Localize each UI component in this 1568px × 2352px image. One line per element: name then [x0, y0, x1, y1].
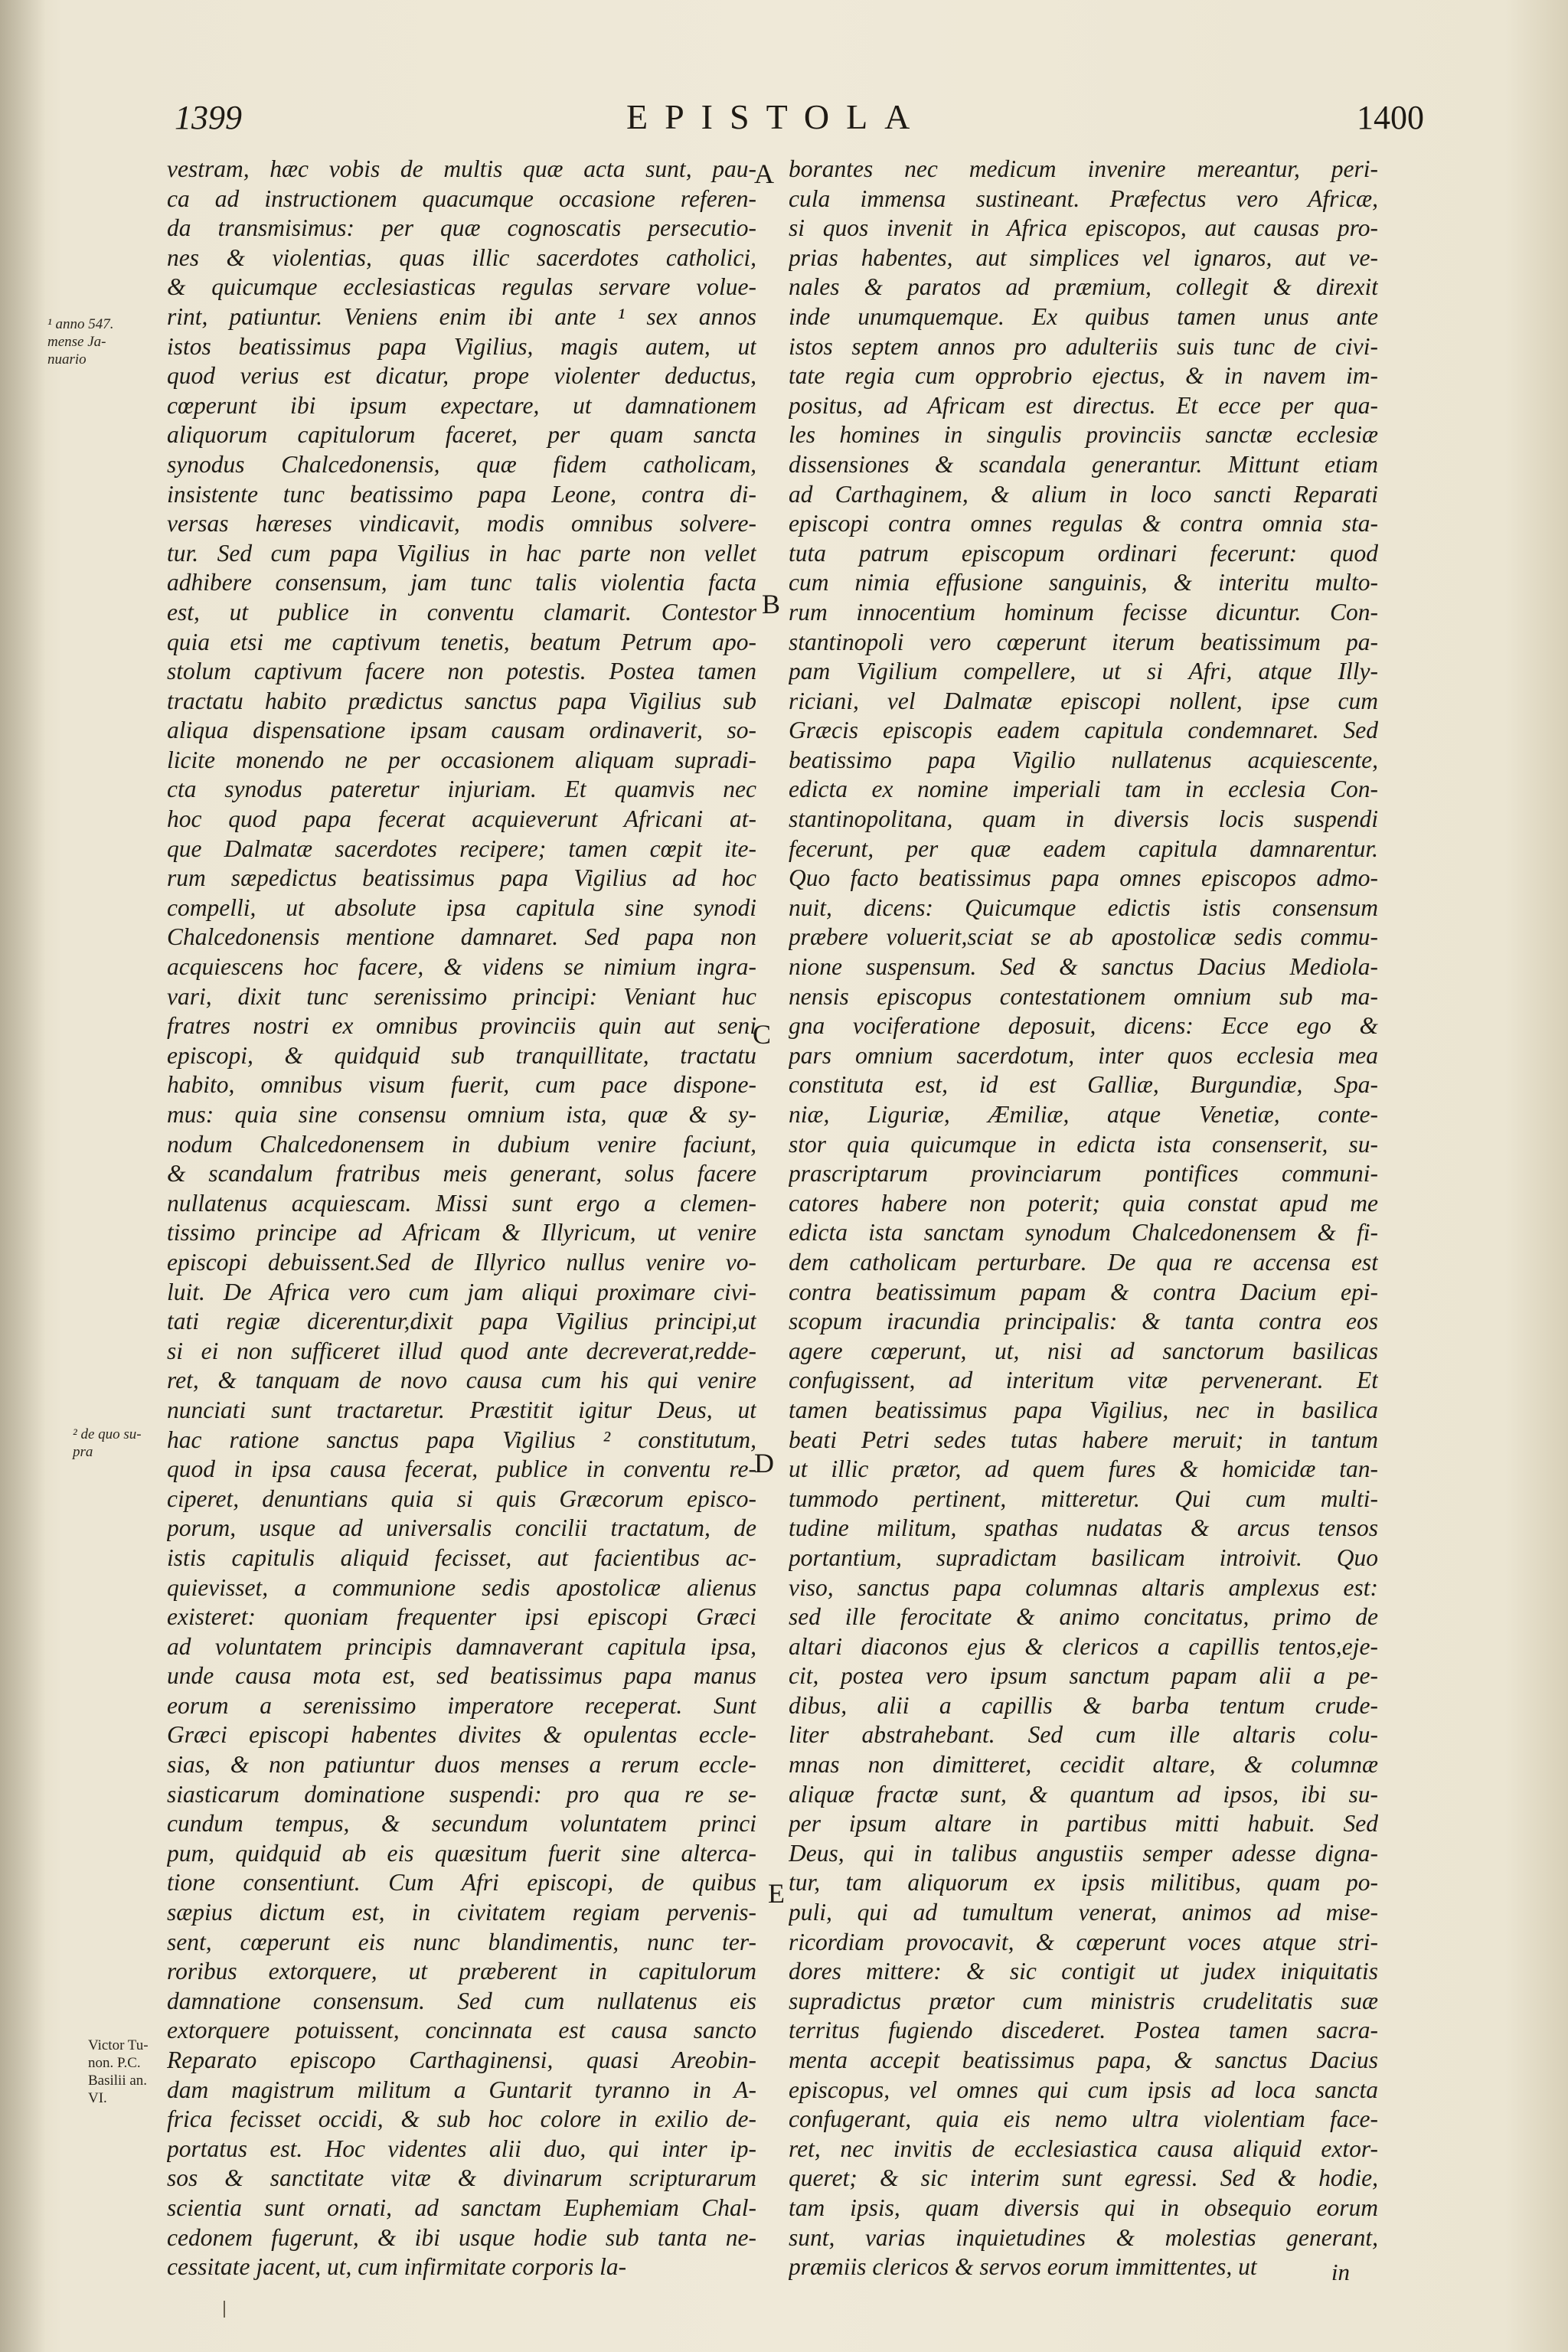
text-column-right: [789, 155, 1378, 2282]
text-line: habito, omnibus visum fuerit, cum pace dispone-: [167, 1071, 756, 1099]
text-line: aliquorum capitulorum faceret, per quam sancta: [167, 421, 756, 449]
text-line: Quo facto beatissimus papa omnes episcopos admo-: [789, 864, 1378, 892]
text-line: nodum Chalcedonensem in dubium venire faciunt,: [167, 1130, 756, 1158]
text-line: vestram, hæc vobis de multis quæ acta sunt, pau-: [167, 155, 756, 182]
text-line: rint, patiuntur. Veniens enim ibi ante ¹ sex annos: [167, 302, 756, 330]
text-line: territus fugiendo discederet. Postea tamen sacra-: [789, 2017, 1378, 2044]
text-line: liter abstrahebant. Sed cum ille altaris colu-: [789, 1721, 1378, 1749]
text-line: dissensiones & scandala generantur. Mittunt etiam: [789, 450, 1378, 478]
text-line: si quos invenit in Africa episcopos, aut causas pro-: [789, 214, 1378, 242]
text-line: insistente tunc beatissimo papa Leone, contra di-: [167, 480, 756, 508]
text-line: Deus, qui in talibus angustiis semper adesse digna-: [789, 1839, 1378, 1867]
text-line: adhibere consensum, jam tunc talis violentia facta: [167, 569, 756, 596]
text-line: nensis episcopus contestationem omnium sub ma-: [789, 982, 1378, 1010]
text-line: ret, nec invitis de ecclesiastica causa aliquid extor-: [789, 2135, 1378, 2162]
print-mark: [224, 2301, 225, 2318]
text-line: ut illic prætor, ad quem fures & homicidæ tan-: [789, 1455, 1378, 1483]
margin-note-line: nuario: [47, 351, 87, 368]
text-line: constituta est, id est Galliæ, Burgundiæ, Spa-: [789, 1071, 1378, 1099]
text-line: edicta ista sanctam synodum Chalcedonensem & fi-: [789, 1219, 1378, 1246]
text-line: & scandalum fratribus meis generant, solus facere: [167, 1160, 756, 1187]
section-letter-d: D: [754, 1448, 774, 1478]
text-line: istos septem annos pro adulteriis suis tunc de civi-: [789, 332, 1378, 360]
text-line: eorum a serenissimo imperatore receperat. Sunt: [167, 1691, 756, 1719]
text-line: acquiescens hoc facere, & videns se nimium ingra-: [167, 953, 756, 981]
text-line: contra beatissimum papam & contra Dacium epi-: [789, 1278, 1378, 1305]
catchword: in: [1331, 2259, 1350, 2285]
text-line: licite monendo ne per occasionem aliquam supradi-: [167, 746, 756, 773]
text-line: tudine militum, spathas nudatas & arcus tensos: [789, 1514, 1378, 1542]
text-line: edicta ex nomine imperiali tam in ecclesia Con-: [789, 776, 1378, 803]
text-line: positus, ad Africam est directus. Et ecce per qua-: [789, 391, 1378, 419]
text-line: & quicumque ecclesiasticas regulas servare volue-: [167, 273, 756, 301]
text-line: ciperet, denuntians quia si quis Græcorum episco-: [167, 1485, 756, 1512]
text-line: Chalcedonensis mentione damnaret. Sed papa non: [167, 923, 756, 951]
text-line: extorquere potuissent, concinnata est causa sancto: [167, 2017, 756, 2044]
text-column-left: [167, 155, 756, 2282]
text-line: aliquæ fractæ sunt, & quantum ad ipsos, ibi su-: [789, 1780, 1378, 1808]
text-line: cum nimia effusione sanguinis, & interitu multo-: [789, 569, 1378, 596]
text-line: dibus, alii a capillis & barba tentum crude-: [789, 1691, 1378, 1719]
text-line: tur, tam aliquorum ex ipsis militibus, quam po-: [789, 1869, 1378, 1896]
text-line: gna vociferatione deposuit, dicens: Ecce ego &: [789, 1012, 1378, 1040]
text-line: dem catholicam perturbare. De qua re accensa est: [789, 1248, 1378, 1276]
text-line: istis capitulis aliquid fecisset, aut facientibus ac-: [167, 1544, 756, 1571]
margin-note-line: ¹ anno 547.: [47, 316, 114, 332]
text-line: supradictus prætor cum ministris crudelitatis suæ: [789, 1987, 1378, 2014]
gutter-shadow: [0, 0, 46, 2352]
text-line: stor quia quicumque in edicta ista consenserit, su-: [789, 1130, 1378, 1158]
margin-note-line: pra: [73, 1444, 93, 1460]
margin-note-line: mense Ja-: [47, 334, 106, 350]
text-line: menta accepit beatissimus papa, & sanctus Dacius: [789, 2047, 1378, 2073]
text-line: confugerant, quia eis nemo ultra violentiam face-: [789, 2105, 1378, 2133]
text-line: Græcis episcopis eadem capitula condemnaret. Sed: [789, 717, 1378, 744]
text-line: riciani, vel Dalmatæ episcopi nollent, ipse cum: [789, 687, 1378, 714]
text-line: tam ipsis, quam diversis qui in obsequio eorum: [789, 2194, 1378, 2221]
text-line: ca ad instructionem quacumque occasione referen-: [167, 185, 756, 212]
text-line: synodus Chalcedonensis, quæ fidem catholicam,: [167, 450, 756, 478]
text-line: prias habentes, aut simplices vel ignaros, aut ve-: [789, 243, 1378, 271]
text-line: tissimo principe ad Africam & Illyricum, ut venire: [167, 1219, 756, 1246]
text-line: stantinopoli vero cœperunt iterum beatissimum pa-: [789, 628, 1378, 655]
text-line: existeret: quoniam frequenter ipsi episcopi Græci: [167, 1603, 756, 1631]
page-number-left: 1399: [175, 99, 242, 136]
text-line: Græci episcopi habentes divites & opulentas eccle-: [167, 1721, 756, 1749]
text-line: nullatenus acquiescam. Missi sunt ergo a clemen-: [167, 1189, 756, 1217]
text-line: nales & paratos ad præmium, collegit & direxit: [789, 273, 1378, 301]
text-line: tractatu habito prædictus sanctus papa Vigilius sub: [167, 687, 756, 714]
text-line: nuit, dicens: Quicumque edictis istis consensum: [789, 893, 1378, 921]
text-line: cundum tempus, & secundum voluntatem princi: [167, 1810, 756, 1838]
text-line: Reparato episcopo Carthaginensi, quasi Areobin-: [167, 2047, 756, 2073]
text-line: stolum captivum facere non potestis. Postea tamen: [167, 658, 756, 685]
page-number-right: 1400: [1357, 99, 1424, 136]
text-line: portantium, supradictam basilicam introivit. Quo: [789, 1544, 1378, 1571]
text-line: queret; & sic interim sunt egressi. Sed & hodie,: [789, 2164, 1378, 2192]
text-line: ret, & tanquam de novo causa cum his qui venire: [167, 1367, 756, 1394]
text-line: viso, sanctus papa columnas altaris amplexus est:: [789, 1573, 1378, 1601]
text-line: que Dalmatæ sacerdotes recipere; tamen cœpit ite-: [167, 835, 756, 862]
section-letter-b: B: [762, 589, 781, 619]
text-line: cta synodus pateretur injuriam. Et quamvis nec: [167, 776, 756, 803]
text-line: nione suspensum. Sed & sanctus Dacius Mediola-: [789, 953, 1378, 981]
text-line: dores mittere: & sic contigit ut judex iniquitatis: [789, 1958, 1378, 1985]
text-line: aliqua dispensatione ipsam causam ordinaverit, so-: [167, 717, 756, 744]
text-line: hac ratione sanctus papa Vigilius ² constitutum,: [167, 1426, 756, 1453]
text-line: quod verius est dicatur, prope violenter deductus,: [167, 362, 756, 390]
text-line: episcopi debuissent.Sed de Illyrico nullus venire vo-: [167, 1248, 756, 1276]
text-line: sos & sanctitate vitæ & divinarum scripturarum: [167, 2164, 756, 2192]
text-line: beatissimo papa Vigilio nullatenus acquiescente,: [789, 746, 1378, 773]
text-line: puli, qui ad tumultum venerat, animos ad mise-: [789, 1899, 1378, 1926]
text-line: les homines in singulis provinciis sanctæ ecclesiæ: [789, 421, 1378, 449]
text-line: borantes nec medicum invenire mereantur, peri-: [789, 155, 1378, 182]
text-line: pum, quidquid ab eis quæsitum fuerit sine alterca-: [167, 1839, 756, 1867]
running-title: EPISTOLA: [626, 97, 927, 136]
text-line: pam Vigilium compellere, ut si Afri, atque Illy-: [789, 658, 1378, 685]
text-line: istos beatissimus papa Vigilius, magis autem, ut: [167, 332, 756, 360]
text-line: rum sæpedictus beatissimus papa Vigilius ad hoc: [167, 864, 756, 892]
text-line: per ipsum altare in partibus mitti habuit. Sed: [789, 1810, 1378, 1838]
text-line: episcopus, vel omnes qui cum ipsis ad loca sancta: [789, 2076, 1378, 2103]
text-line: tur. Sed cum papa Vigilius in hac parte non vellet: [167, 539, 756, 567]
text-line: episcopi contra omnes regulas & contra omnia sta-: [789, 510, 1378, 537]
margin-note-line: non. P.C.: [88, 2055, 141, 2071]
page-header: [175, 90, 1424, 144]
text-line: ricordiam provocavit, & cœperunt voces atque stri-: [789, 1928, 1378, 1955]
text-line: niæ, Liguriæ, Æmiliæ, atque Venetiæ, conte-: [789, 1101, 1378, 1128]
text-line: fecerunt, per quæ eadem capitula damnarentur.: [789, 835, 1378, 862]
text-line: catores habere non poterit; quia constat apud me: [789, 1189, 1378, 1217]
text-line: sæpius dictum est, in civitatem regiam pervenis-: [167, 1899, 756, 1926]
text-line: ad Carthaginem, & alium in loco sancti Reparati: [789, 480, 1378, 508]
text-line: stantinopolitana, quam in diversis locis suspendi: [789, 805, 1378, 833]
margin-note-line: Victor Tu-: [88, 2037, 149, 2053]
text-line: hoc quod papa fecerat acquieverunt Africani at-: [167, 805, 756, 833]
text-line: scientia sunt ornati, ad sanctam Euphemiam Chal-: [167, 2194, 756, 2221]
text-line: tuta patrum episcopum ordinari fecerunt: quod: [789, 539, 1378, 567]
text-line: inde unumquemque. Ex quibus tamen unus ante: [789, 302, 1378, 330]
text-line: sent, cœperunt eis nunc blandimentis, nunc ter-: [167, 1928, 756, 1955]
text-line: episcopi, & quidquid sub tranquillitate, tractatu: [167, 1041, 756, 1069]
text-line: tamen beatissimus papa Vigilius, nec in basilica: [789, 1396, 1378, 1423]
text-line: cula immensa sustineant. Præfectus vero Africæ,: [789, 185, 1378, 212]
text-line: si ei non sufficeret illud quod ante decreverat,redde-: [167, 1337, 756, 1364]
text-line: porum, usque ad universalis concilii tractatum, de: [167, 1514, 756, 1542]
text-line: pars omnium sacerdotum, inter quos ecclesia mea: [789, 1041, 1378, 1069]
text-line: quia etsi me captivum tenetis, beatum Petrum apo-: [167, 628, 756, 655]
text-line: præbere voluerit,sciat se ab apostolicæ sedis commu-: [789, 923, 1378, 951]
text-line: dam magistrum militum a Guntarit tyranno in A-: [167, 2076, 756, 2103]
margin-note-source: [88, 2037, 180, 2107]
text-line: præmiis clericos & servos eorum immittentes, ut: [789, 2253, 1257, 2281]
section-letter-a: A: [754, 158, 774, 189]
text-line: sias, & non patiuntur duos menses a rerum eccle-: [167, 1751, 756, 1779]
text-line: ad voluntatem principis damnaverant capitula ipsa,: [167, 1632, 756, 1660]
text-line: sunt, varias inquietudines & molestias generant,: [789, 2223, 1378, 2251]
text-line: roribus extorquere, ut præberent in capitulorum: [167, 1958, 756, 1985]
margin-note-date: [47, 315, 139, 368]
text-line: tate regia cum opprobrio ejectus, & in navem im-: [789, 362, 1378, 390]
text-line: nes & violentias, quas illic sacerdotes catholici,: [167, 243, 756, 271]
text-line: sed ille ferocitate & animo concitatus, primo de: [789, 1603, 1378, 1631]
text-line: quod in ipsa causa fecerat, publice in conventu re-: [167, 1455, 756, 1483]
text-line: cedonem fugerunt, & ibi usque hodie sub tanta ne-: [167, 2223, 756, 2251]
text-line: nunciati sunt tractaretur. Præstitit igitur Deus, ut: [167, 1396, 756, 1423]
text-line: mnas non dimitteret, cecidit altare, & columnæ: [789, 1751, 1378, 1779]
text-line: siasticarum dominatione suspendi: pro qua re se-: [167, 1780, 756, 1808]
text-line: vari, dixit tunc serenissimo principi: Veniant huc: [167, 982, 756, 1010]
section-letter-c: C: [753, 1019, 772, 1050]
text-line: tati regiæ dicerentur,dixit papa Vigilius principi,ut: [167, 1308, 756, 1335]
text-line: damnatione consensum. Sed cum nullatenus eis: [167, 1987, 756, 2014]
margin-note-line: VI.: [88, 2090, 107, 2106]
text-line: da transmisimus: per quæ cognoscatis persecutio-: [167, 214, 756, 242]
margin-note-line: ² de quo su-: [73, 1426, 142, 1442]
text-line: cessitate jacent, ut, cum infirmitate corporis la-: [167, 2253, 627, 2281]
text-line: quievisset, a communione sedis apostolicæ alienus: [167, 1573, 756, 1601]
text-line: unde causa mota est, sed beatissimus papa manus: [167, 1662, 756, 1690]
text-line: tummodo pertinent, mitteretur. Qui cum multi-: [789, 1485, 1378, 1512]
text-line: altari diaconos ejus & clericos a capillis tentos,eje-: [789, 1632, 1378, 1660]
text-line: cit, postea vero ipsum sanctum papam alii a pe-: [789, 1662, 1378, 1690]
margin-note-reference: [73, 1426, 165, 1461]
text-line: frica fecisset occidi, & sub hoc colore in exilio de-: [167, 2105, 756, 2133]
text-line: versas hæreses vindicavit, modis omnibus solvere-: [167, 510, 756, 537]
text-line: agere cœperunt, ut, nisi ad sanctorum basilicas: [789, 1337, 1378, 1364]
text-line: prascriptarum provinciarum pontifices communi-: [789, 1160, 1378, 1187]
text-line: portatus est. Hoc videntes alii duo, qui inter ip-: [167, 2135, 756, 2162]
text-line: rum innocentium hominum fecisse dicuntur. Con-: [789, 598, 1378, 626]
text-line: confugissent, ad interitum vitæ pervenerant. Et: [789, 1367, 1378, 1394]
text-line: mus: quia sine consensu omnium ista, quæ & sy-: [167, 1101, 756, 1128]
text-line: fratres nostri ex omnibus provinciis quin aut seni: [167, 1012, 756, 1040]
margin-note-line: Basilii an.: [88, 2073, 148, 2089]
text-line: est, ut publice in conventu clamarit. Contestor: [167, 598, 756, 626]
text-line: cœperunt ibi ipsum expectare, ut damnationem: [167, 391, 756, 419]
section-letter-e: E: [768, 1878, 785, 1909]
text-line: luit. De Africa vero cum jam aliqui proximare civi-: [167, 1278, 756, 1305]
text-line: compelli, ut absolute ipsa capitula sine synodi: [167, 893, 756, 921]
text-line: tione consentiunt. Cum Afri episcopi, de quibus: [167, 1869, 756, 1896]
text-line: scopum iracundia principalis: & tanta contra eos: [789, 1308, 1378, 1335]
text-line: beati Petri sedes tutas habere meruit; in tantum: [789, 1426, 1378, 1453]
